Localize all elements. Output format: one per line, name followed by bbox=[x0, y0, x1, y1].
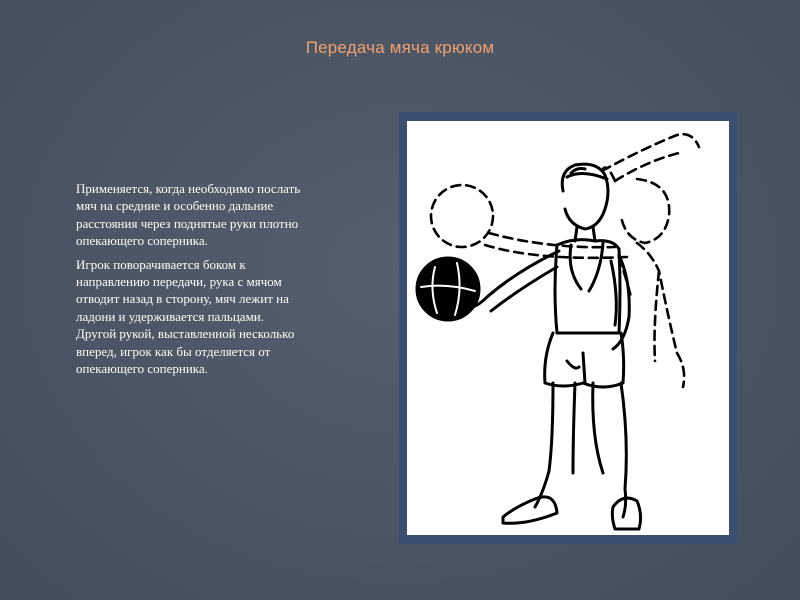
basketball bbox=[417, 258, 479, 320]
paragraph-usage: Применяется, когда необходимо послать мяч на средние и особенно дальние расстояния через поднятые руки плотно опекающего соперника. bbox=[76, 181, 301, 249]
paragraph-technique: Игрок поворачивается боком к направлению передачи, рука с мячом отводит назад в сторону, мяч лежит на ладони и удерживается пальцами. Другой рукой, выставленной несколько вперед, игрок как бы отделяется от опекающего соперника. bbox=[76, 256, 295, 377]
slide-title: Передача мяча крюком bbox=[305, 38, 495, 57]
player-figure bbox=[463, 164, 641, 529]
illustration bbox=[407, 121, 729, 535]
slide-body bbox=[76, 180, 304, 383]
illustration-frame bbox=[399, 112, 737, 544]
basketball-hook-pass-drawing bbox=[407, 121, 729, 535]
